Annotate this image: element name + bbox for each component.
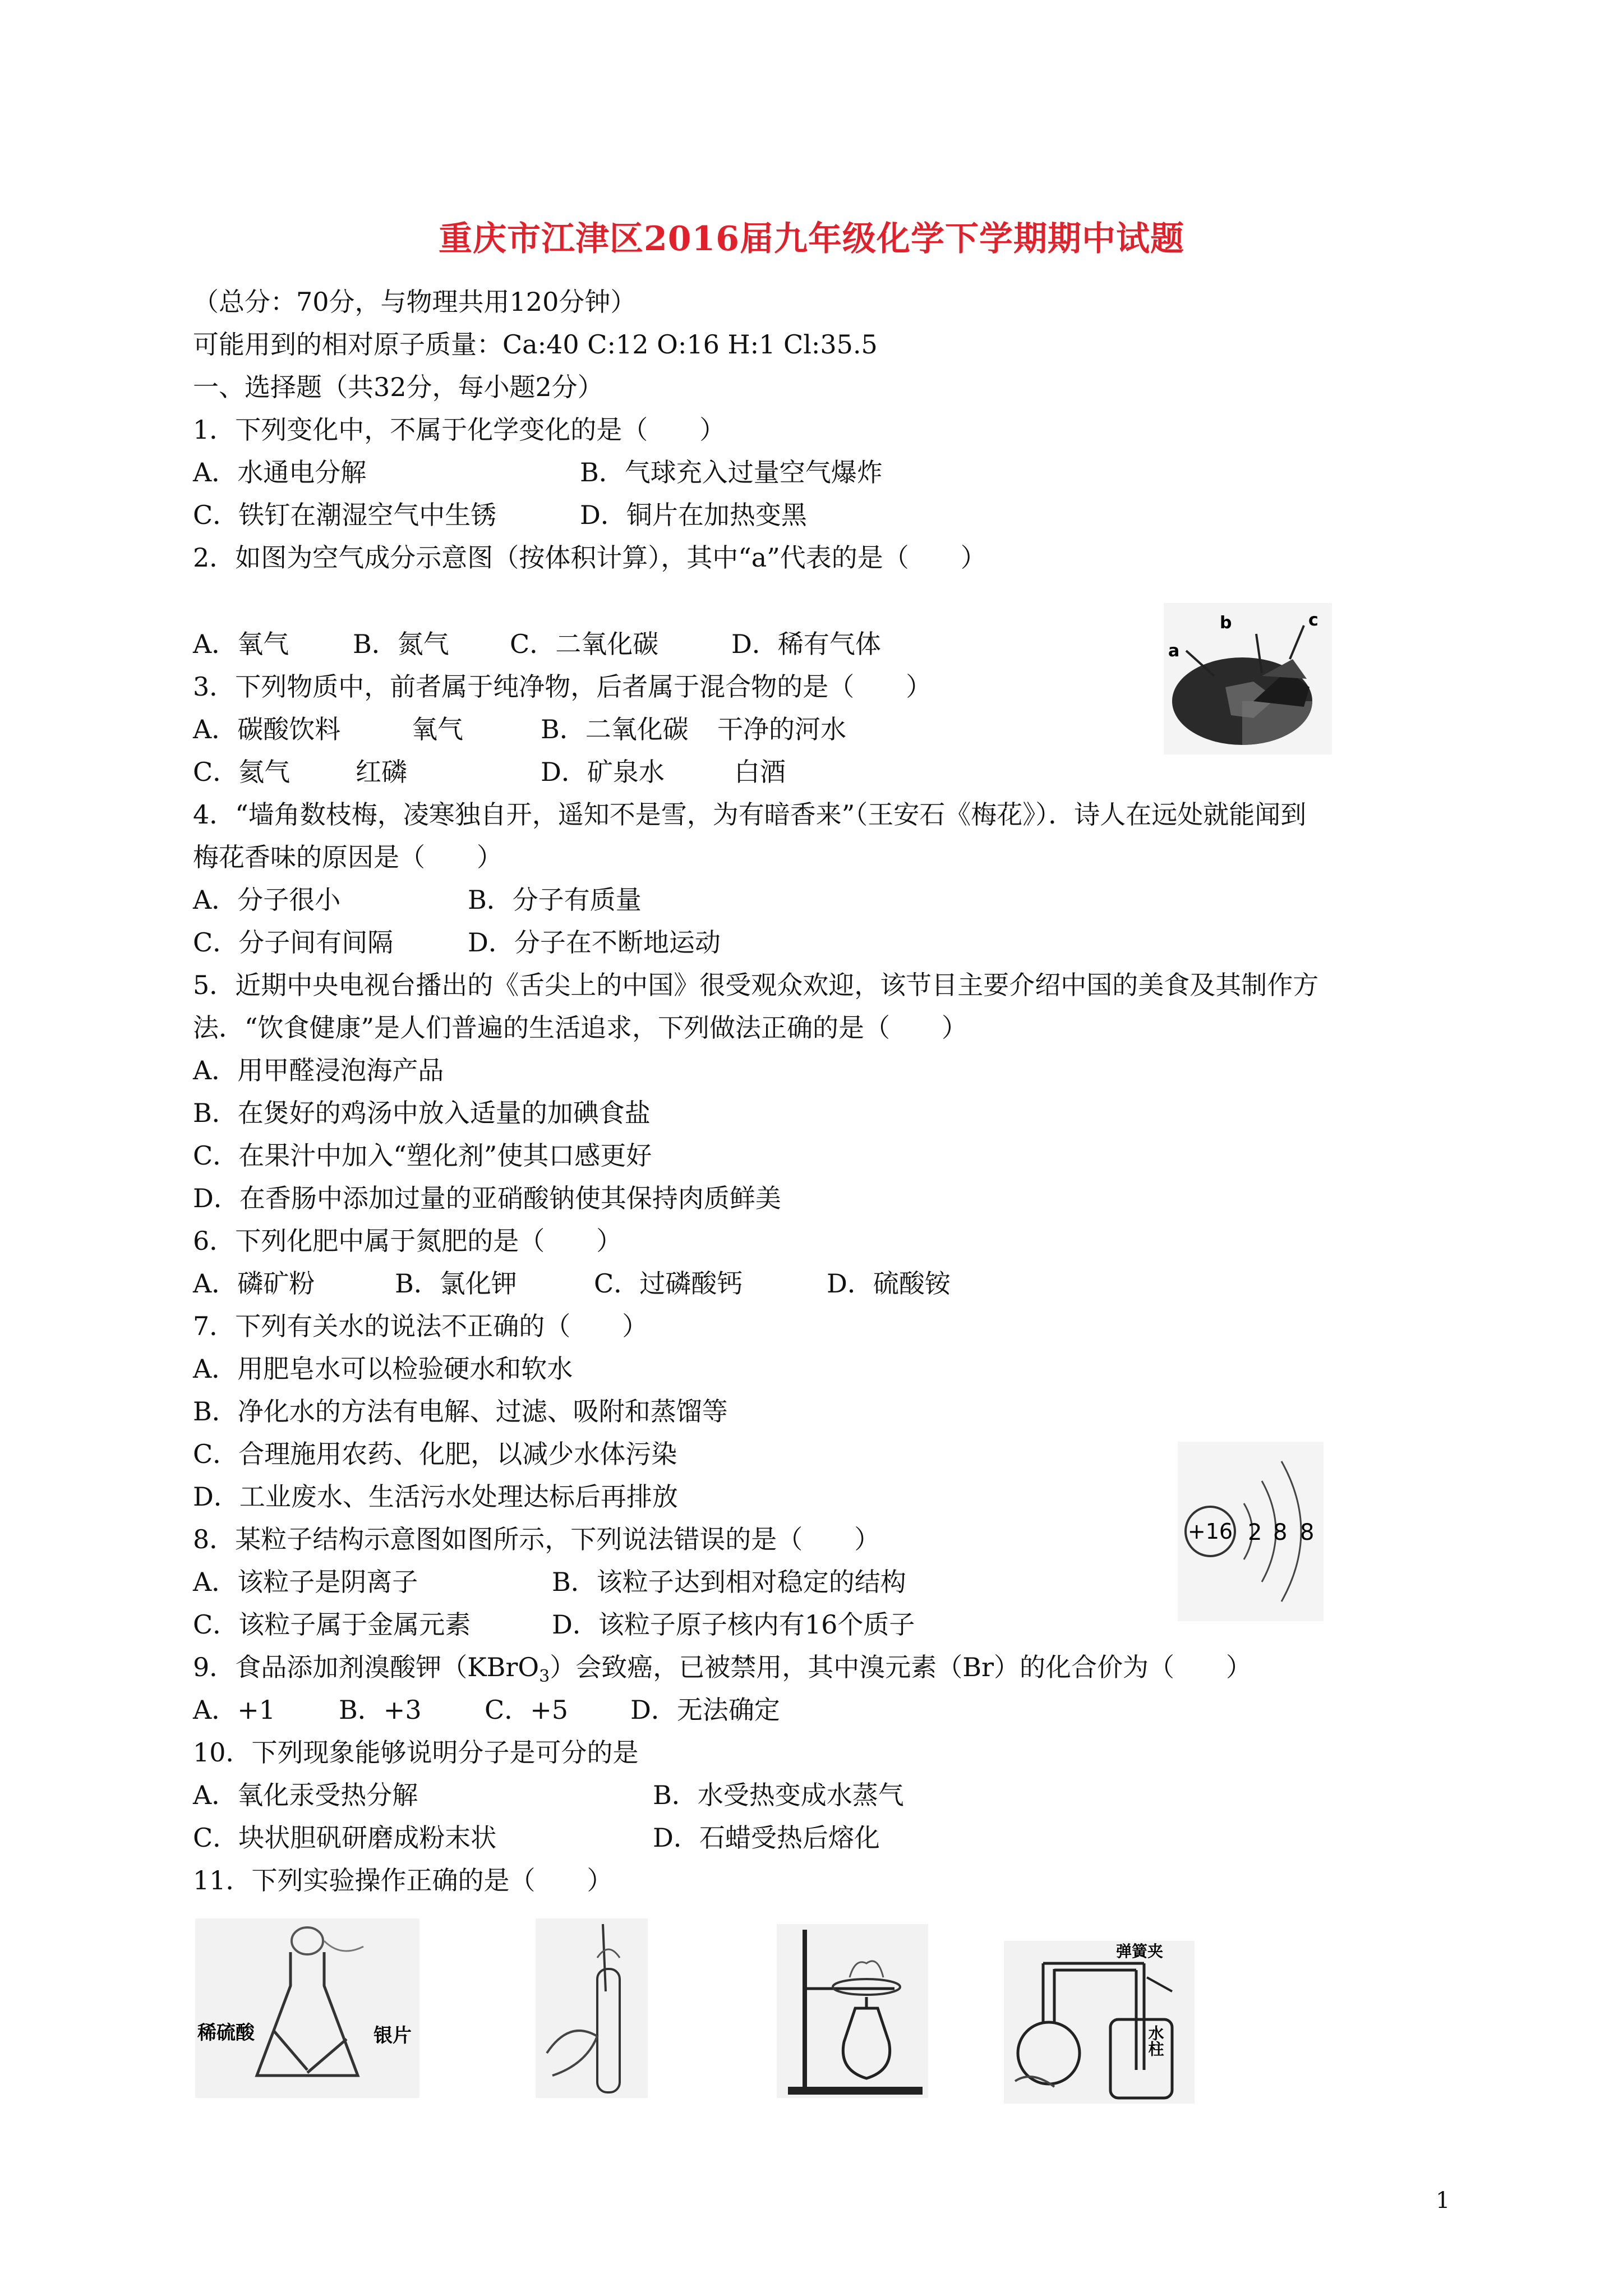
option-c: C．该粒子属于金属元素 xyxy=(193,1609,471,1640)
option-a: A．碳酸饮料 xyxy=(193,714,341,744)
q9-stem-post: ）会致癌，已被禁用，其中溴元素（Br）的化合价为（ ） xyxy=(550,1652,1252,1682)
fig1-label-acid: 稀硫酸 xyxy=(197,2022,255,2044)
option-d: D．该粒子原子核内有16个质子 xyxy=(552,1609,915,1640)
option-c: C．块状胆矾研磨成粉末状 xyxy=(193,1823,497,1853)
experiment-figure-2 xyxy=(536,1918,648,2098)
option-a: A．该粒子是阴离子 xyxy=(193,1567,418,1597)
shell-2-count: 8 xyxy=(1273,1520,1288,1545)
question-5-option-a: A．用甲醛浸泡海产品 xyxy=(193,1055,444,1085)
option-c: C．二氧化碳 xyxy=(510,629,659,659)
option-b: B．该粒子达到相对稳定的结构 xyxy=(552,1567,906,1597)
question-7-option-b: B．净化水的方法有电解、过滤、吸附和蒸馏等 xyxy=(193,1396,728,1427)
question-7-option-c: C．合理施用农药、化肥，以减少水体污染 xyxy=(193,1439,677,1469)
option-d: D．铜片在加热变黑 xyxy=(580,500,807,530)
question-5-option-b: B．在煲好的鸡汤中放入适量的加碘食盐 xyxy=(193,1098,651,1128)
particle-structure-figure xyxy=(1178,1442,1324,1621)
experiment-figure-3 xyxy=(777,1924,928,2098)
option-d-second: 白酒 xyxy=(734,757,786,787)
option-a: A．氧气 xyxy=(193,629,289,659)
question-10-stem: 10．下列现象能够说明分子是可分的是 xyxy=(193,1737,639,1768)
question-7-option-d: D．工业废水、生活污水处理达标后再排放 xyxy=(193,1481,678,1512)
option-a-second: 氧气 xyxy=(412,714,463,744)
air-composition-figure xyxy=(1164,603,1332,754)
option-a: A．水通电分解 xyxy=(193,457,367,487)
fig-label-a: a xyxy=(1168,641,1180,661)
shell-1-count: 2 xyxy=(1248,1520,1262,1545)
option-b-second: 干净的河水 xyxy=(717,714,846,744)
question-7-stem: 7．下列有关水的说法不正确的（ ） xyxy=(193,1311,648,1341)
option-d: D．矿泉水 xyxy=(541,757,665,787)
shell-3-count: 8 xyxy=(1300,1520,1315,1545)
option-b: B．分子有质量 xyxy=(468,885,642,915)
option-a: A．分子很小 xyxy=(193,885,341,915)
question-4-stem-line1: 4．“墙角数枝梅，凌寒独自开，遥知不是雪，为有暗香来”（王安石《梅花》）．诗人在远处就能闻到 xyxy=(193,799,1307,830)
option-d: D．硫酸铵 xyxy=(827,1268,951,1299)
question-11-stem: 11．下列实验操作正确的是（ ） xyxy=(193,1865,613,1895)
option-d: D．石蜡受热后熔化 xyxy=(653,1823,880,1853)
question-5-option-d: D．在香肠中添加过量的亚硝酸钠使其保持肉质鲜美 xyxy=(193,1183,781,1213)
option-c: C．分子间有间隔 xyxy=(193,927,394,958)
option-d: D．稀有气体 xyxy=(731,629,881,659)
exam-total-info: （总分：70分，与物理共用120分钟） xyxy=(193,287,637,317)
option-b: B．+3 xyxy=(339,1695,422,1725)
option-b: B．二氧化碳 xyxy=(541,714,689,744)
atomic-masses: 可能用到的相对原子质量：Ca:40 C:12 O:16 H:1 Cl:35.5 xyxy=(193,329,878,360)
question-5-option-c: C．在果汁中加入“塑化剂”使其口感更好 xyxy=(193,1140,652,1171)
option-a: A．磷矿粉 xyxy=(193,1268,315,1299)
experiment-figure-1 xyxy=(195,1918,419,2098)
fig4-label-clip: 弹簧夹 xyxy=(1116,1942,1164,1961)
option-b: B．氮气 xyxy=(353,629,449,659)
option-b: B．氯化钾 xyxy=(395,1268,517,1299)
question-6-stem: 6．下列化肥中属于氮肥的是（ ） xyxy=(193,1226,623,1256)
option-b: B．水受热变成水蒸气 xyxy=(653,1780,904,1810)
question-2-stem: 2．如图为空气成分示意图（按体积计算），其中“a”代表的是（ ） xyxy=(193,542,986,573)
fig1-label-silver: 银片 xyxy=(374,2024,412,2047)
section-heading: 一、选择题（共32分，每小题2分） xyxy=(193,372,603,402)
fig-label-c: c xyxy=(1308,610,1318,630)
option-a: A．氧化汞受热分解 xyxy=(193,1780,418,1810)
page-title: 重庆市江津区2016届九年级化学下学期期中试题 xyxy=(439,219,1184,259)
option-c: C．氦气 xyxy=(193,757,291,787)
option-c: C．过磷酸钙 xyxy=(594,1268,743,1299)
option-b: B．气球充入过量空气爆炸 xyxy=(580,457,883,487)
page-number: 1 xyxy=(1436,2188,1450,2214)
fig4-label-water: 水柱 xyxy=(1146,2025,1165,2056)
question-5-stem-line1: 5．近期中央电视台播出的《舌尖上的中国》很受观众欢迎，该节目主要介绍中国的美食及其制作方 xyxy=(193,970,1319,1000)
fig-label-b: b xyxy=(1220,613,1232,633)
question-5-stem-line2: 法．“饮食健康”是人们普遍的生活追求，下列做法正确的是（ ） xyxy=(193,1013,968,1043)
option-d: D．无法确定 xyxy=(630,1695,780,1725)
question-4-stem-line2: 梅花香味的原因是（ ） xyxy=(193,842,502,872)
question-9-stem xyxy=(193,1651,1252,1692)
option-c-second: 红磷 xyxy=(356,757,407,787)
option-c: C．铁钉在潮湿空气中生锈 xyxy=(193,500,497,530)
q9-stem-pre: 9．食品添加剂溴酸钾（KBrO xyxy=(193,1652,540,1682)
option-a: A．+1 xyxy=(193,1695,276,1725)
question-1-stem: 1．下列变化中，不属于化学变化的是（ ） xyxy=(193,415,726,445)
q9-stem-subscript: 3 xyxy=(539,1667,550,1687)
question-8-stem: 8．某粒子结构示意图如图所示，下列说法错误的是（ ） xyxy=(193,1524,880,1554)
option-d: D．分子在不断地运动 xyxy=(468,927,721,958)
experiment-figure-4 xyxy=(1004,1941,1195,2104)
nucleus-charge: +16 xyxy=(1187,1519,1233,1544)
question-7-option-a: A．用肥皂水可以检验硬水和软水 xyxy=(193,1354,573,1384)
option-c: C．+5 xyxy=(485,1695,569,1725)
question-3-stem: 3．下列物质中，前者属于纯净物，后者属于混合物的是（ ） xyxy=(193,671,932,702)
